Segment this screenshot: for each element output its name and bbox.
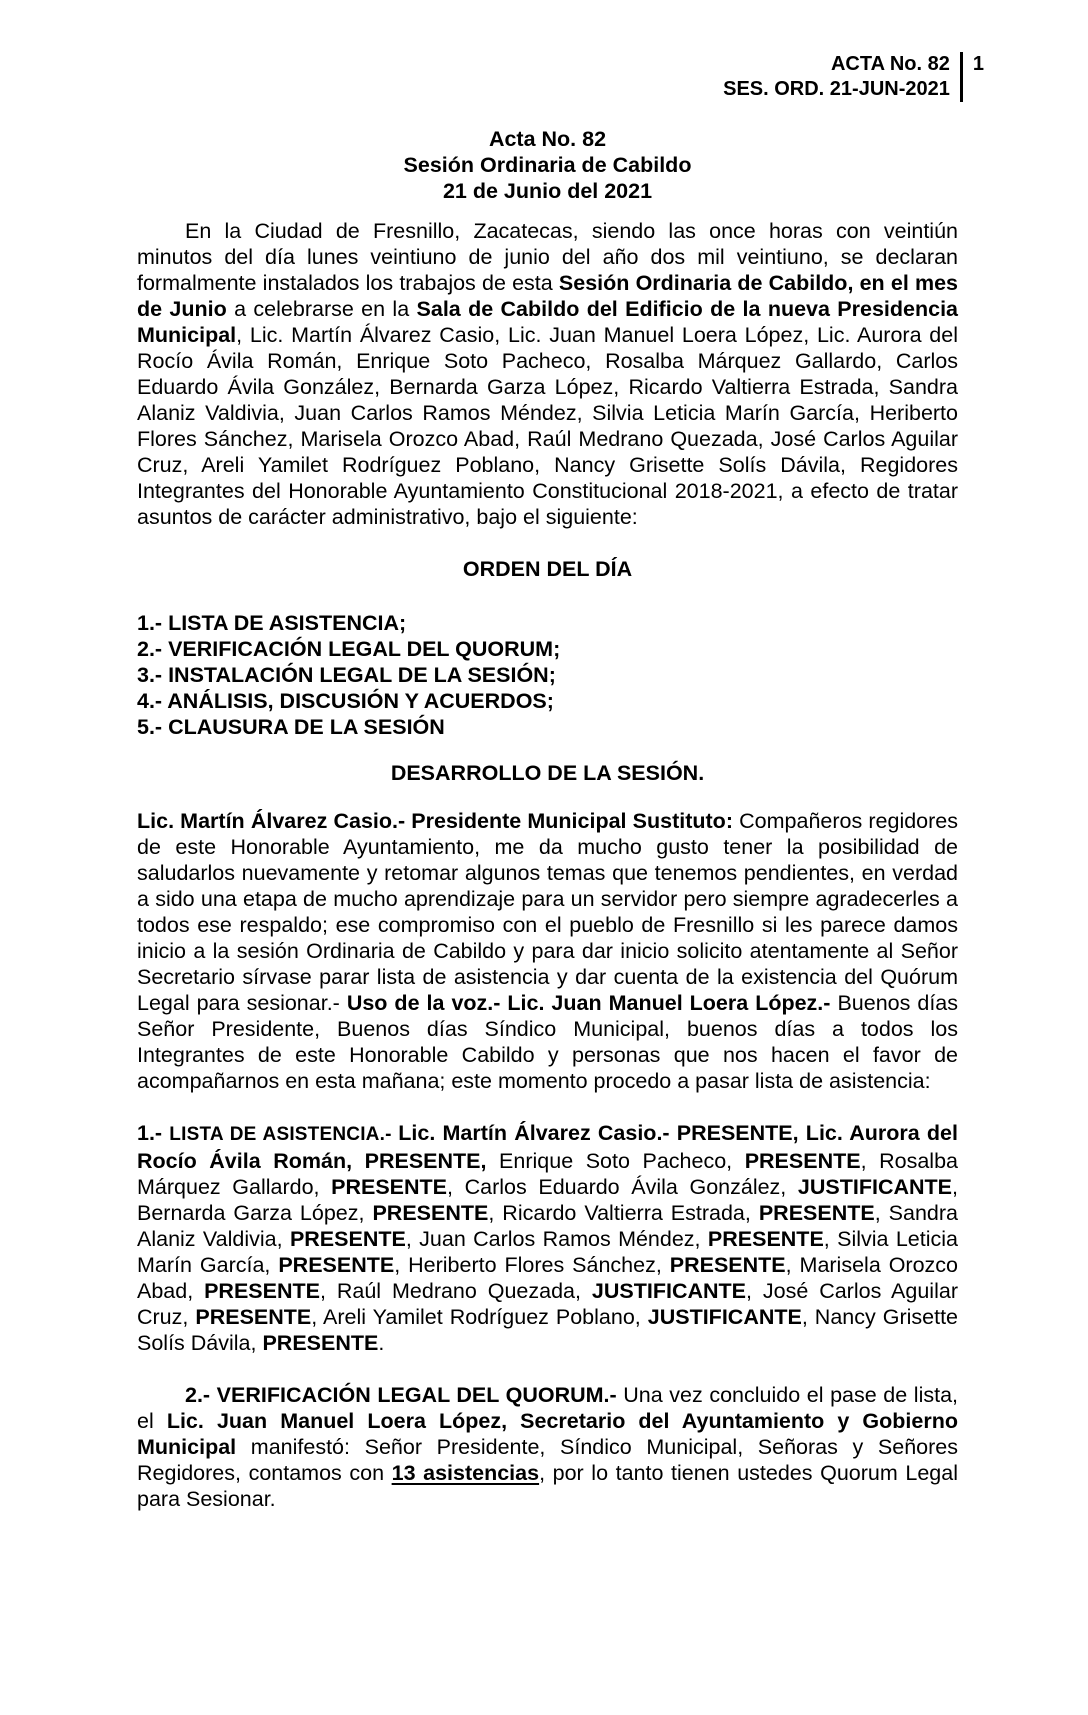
text-run: JUSTIFICANTE [647, 1305, 802, 1329]
text-run: JUSTIFICANTE [797, 1175, 952, 1199]
agenda-item: 4.- ANÁLISIS, DISCUSIÓN Y ACUERDOS; [137, 689, 554, 713]
heading-desarrollo-sesion: DESARROLLO DE LA SESIÓN. [390, 761, 705, 785]
agenda-item: 1.- LISTA DE ASISTENCIA; [137, 611, 407, 635]
text-run: 1.- [137, 1121, 170, 1145]
agenda-item: 3.- INSTALACIÓN LEGAL DE LA SESIÓN; [137, 663, 556, 687]
text-run: , Juan Carlos Ramos Méndez, [405, 1227, 708, 1251]
text-run: PRESENTE [195, 1305, 312, 1329]
header-acta-number: ACTA No. 82 [830, 53, 950, 75]
title-session-type: Sesión Ordinaria de Cabildo [403, 153, 692, 177]
text-run: PRESENTE [331, 1175, 448, 1199]
text-run: PRESENTE [204, 1279, 320, 1303]
text-run: Una vez concluido el pase de lista, el [137, 1383, 959, 1433]
text-run: . [378, 1331, 385, 1355]
text-run: , Ricardo Valtierra Estrada, [488, 1201, 759, 1225]
header-reference [723, 52, 950, 102]
page-header [723, 52, 984, 102]
agenda-item: 5.- CLAUSURA DE LA SESIÓN [137, 715, 445, 739]
text-run: Sesión Ordinaria de Cabildo, en el mes de Junio [137, 271, 958, 321]
paragraph-verificacion-quorum [137, 1382, 958, 1512]
title-acta-number: Acta No. 82 [488, 127, 607, 151]
text-run: PRESENTE [758, 1201, 875, 1225]
text-run: PRESENTE [744, 1149, 861, 1173]
text-run: Lic. Juan Manuel Loera López, Secretario del Ayuntamiento y Gobierno Municipal [137, 1409, 958, 1459]
text-run: PRESENTE [278, 1253, 395, 1277]
text-run: JUSTIFICANTE [591, 1279, 746, 1303]
text-run: , José Carlos Aguilar Cruz, [137, 1279, 958, 1329]
text-run: , Rosalba Márquez Gallardo, [137, 1149, 958, 1199]
text-run: PRESENTE [289, 1227, 406, 1251]
agenda-list [137, 610, 958, 740]
text-run: , Carlos Eduardo Ávila González, [447, 1175, 798, 1199]
text-run: Enrique Soto Pacheco, [486, 1149, 745, 1173]
text-run: , Sandra Alaniz Valdivia, [137, 1201, 959, 1251]
text-run: , Nancy Grisette Solís Dávila, [137, 1305, 958, 1355]
paragraph-lista-asistencia [137, 1120, 958, 1356]
text-run: , Lic. Martín Álvarez Casio, Lic. Juan Manuel Loera López, Lic. Aurora del Rocío Ávila Román, Enrique Soto Pacheco, Rosalba Márquez Gallardo, Carlos Eduardo Ávila González, Bernarda Garza López, Ricardo Valtierra Estrada, Sandra Alaniz Valdivia, Juan Carlos Ramos Méndez, Silvia Leticia Marín García, Heriberto Flores Sánchez, Marisela Orozco Abad, Raúl Medrano Quezada, José Carlos Aguilar Cruz, Areli Yamilet Rodríguez Poblano, Nancy Grisette Solís Dávila, Regidores Integrantes del Honorable Ayuntamiento Constitucional 2018-2021, a efecto de tratar asuntos de carácter administrativo, bajo el siguiente: [137, 323, 958, 529]
header-session-date: SES. ORD. 21-JUN-2021 [723, 78, 950, 100]
text-run: , Marisela Orozco Abad, [137, 1253, 959, 1303]
page-number: 1 [972, 53, 984, 75]
text-run: PRESENTE [669, 1253, 786, 1277]
header-divider-bar [960, 52, 963, 102]
text-run: , Areli Yamilet Rodríguez Poblano, [311, 1305, 648, 1329]
paragraph-desarrollo-presidente [137, 808, 958, 1094]
text-run: , Bernarda Garza López, [137, 1175, 958, 1225]
heading-orden-del-dia: ORDEN DEL DÍA [462, 557, 633, 581]
text-run: 2.- VERIFICACIÓN LEGAL DEL QUORUM.- [185, 1383, 617, 1407]
text-run: Buenos días Señor Presidente, Buenos días Síndico Municipal, buenos días a todos los Integrantes de este Honorable Cabildo y personas que nos hacen el favor de acompañarnos en esta mañana; este momento procedo a pasar lista de asistencia: [137, 991, 958, 1093]
text-run: Compañeros regidores de este Honorable Ayuntamiento, me da mucho gusto tener la posibilidad de saludarlos nuevamente y retomar algunos temas que tenemos pendientes, en verdad a sido una etapa de mucho aprendizaje para un servidor pero siempre agradecerles a todos ese respaldo; ese compromiso con el pueblo de Fresnillo si les parece damos inicio a la sesión Ordinaria de Cabildo y para dar inicio solicito atentamente al Señor Secretario sírvase parar lista de asistencia y dar cuenta de la existencia del Quórum Legal para sesionar.- [137, 809, 959, 1015]
text-run: , Raúl Medrano Quezada, [319, 1279, 592, 1303]
text-run: manifestó: Señor Presidente, Síndico Municipal, Señoras y Señores Regidores, contamos con [137, 1435, 958, 1485]
text-run: En la Ciudad de Fresnillo, Zacatecas, siendo las once horas con veintiún minutos del día lunes veintiuno de junio del año dos mil veintiuno, se declaran formalmente instalados los trabajos de esta [137, 219, 958, 295]
text-run: Sala de Cabildo del Edificio de la nueva Presidencia Municipal [137, 297, 959, 347]
text-run: PRESENTE [707, 1227, 824, 1251]
text-run: 13 asistencias [391, 1461, 540, 1485]
paragraph-apertura [137, 218, 958, 530]
text-run: a celebrarse en la [226, 297, 417, 321]
text-run: PRESENTE [262, 1331, 379, 1355]
text-run: Lic. Martín Álvarez Casio.- PRESENTE, Lic. Aurora del Rocío Ávila Román, PRESENTE, [137, 1121, 958, 1173]
text-run: PRESENTE [372, 1201, 489, 1225]
text-run: Lic. Martín Álvarez Casio.- Presidente Municipal Sustituto: [137, 809, 733, 833]
text-run: , Heriberto Flores Sánchez, [394, 1253, 670, 1277]
text-run: , por lo tanto tienen ustedes Quorum Legal para Sesionar. [137, 1461, 958, 1511]
title-session-date: 21 de Junio del 2021 [442, 179, 653, 203]
text-run: LISTA DE ASISTENCIA.- [169, 1124, 399, 1145]
text-run: , Silvia Leticia Marín García, [137, 1227, 958, 1277]
text-run: Uso de la voz.- Lic. Juan Manuel Loera López.- [346, 991, 831, 1015]
agenda-item: 2.- VERIFICACIÓN LEGAL DEL QUORUM; [137, 637, 561, 661]
document-title-block [137, 126, 958, 204]
